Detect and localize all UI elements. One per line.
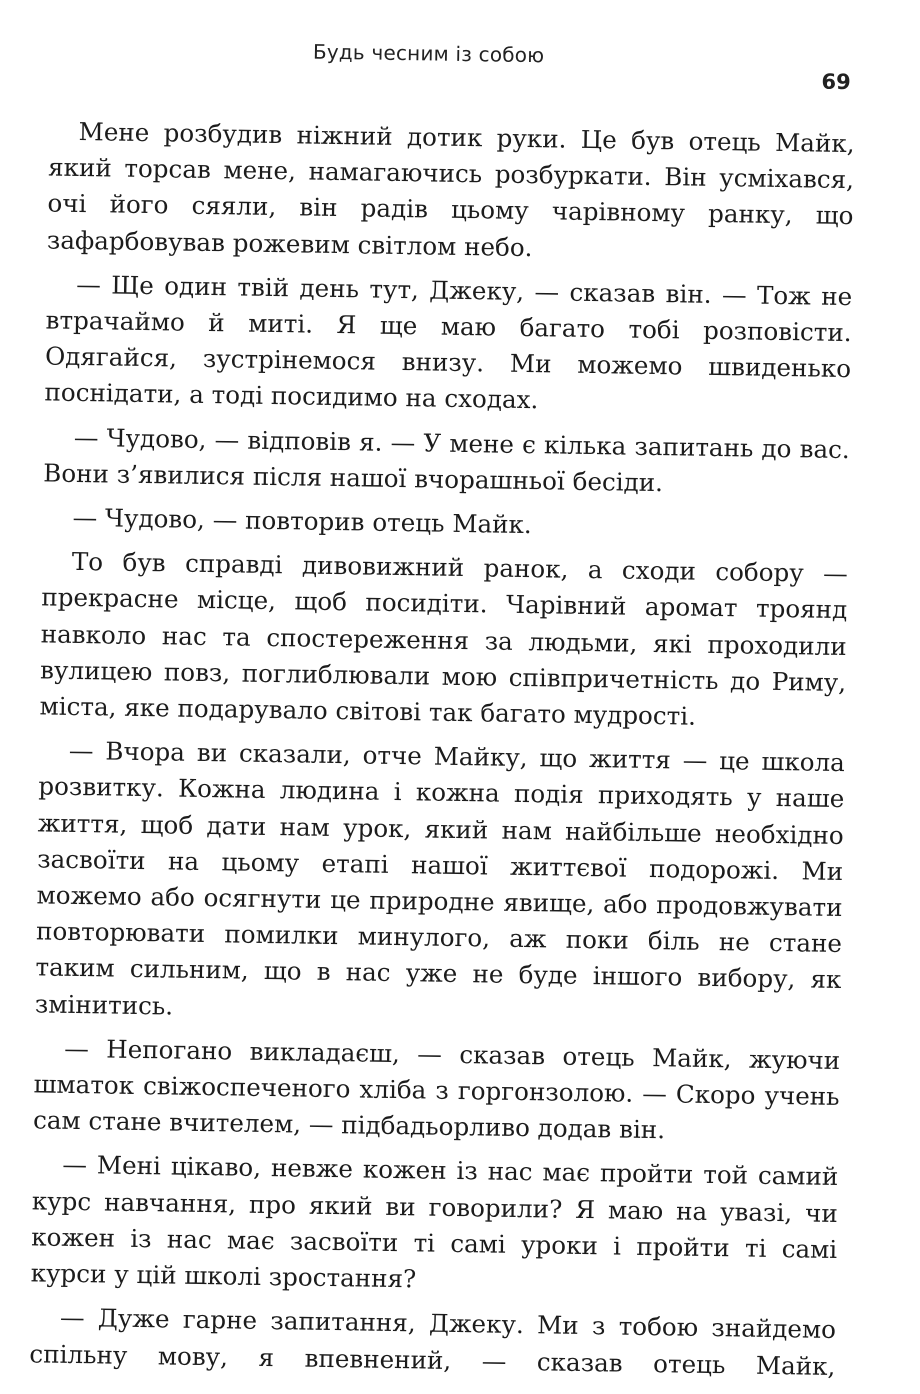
paragraph: — Непогано викладаєш, — сказав отець Майк, жуючи шматок свіжоспеченого хліба з горгонзолою. — Скоро учень сам стане вчителем, — підбадьорливо додав він. [32,1033,841,1145]
paragraph: — Дуже гарне запитання, Джеку. Ми з тобою знайдемо спільну мову, я впевнений, — сказав отець Майк, [29,1303,837,1381]
running-title: Будь чесним із собою [312,39,545,68]
paragraph: — Мені цікаво, невже кожен із нас має пройти той самий курс навчання, про який ви говорили? Я маю на увазі, чи кожен із нас має засвоїти ті самі уроки і пройти ті самі курси у цій школі зростання? [30,1150,839,1294]
paragraph: Мене розбудив ніжний дотик руки. Це був отець Майк, який торсав мене, намагаючись розбуркати. Він усміхався, очі його сяяли, він радів цьому чарівному ранку, що зафарбовував рожевим світлом небо. [46,116,855,262]
paragraph: — Вчора ви сказали, отче Майку, що життя — це школа розвитку. Кожна людина і кожна подія приходять у наше життя, щоб дати нам урок, який нам найбільше необхідно засвоїти на цьому етапі нашої життєвої подорожі. Ми можемо або осягнути це природне явище, або продовжувати повторювати помилки минулого, аж поки біль не стане таким сильним, що в нас уже не буде іншого вибору, як змінитись. [34,736,846,1021]
paragraph: — Чудово, — повторив отець Майк. [72,502,532,540]
paragraph: То був справді дивовижний ранок, а сходи собору — прекрасне місце, щоб посидіти. Чарівний аромат троянд навколо нас та спостереження за людьми, які проходили вулицею повз, поглиблювали мою співпричетність до Риму, міста, яке подарувало світові так багато мудрості. [39,547,849,731]
body-text [29,113,855,1392]
paragraph: — Чудово, — відповів я. — У мене є кілька запитань до вас. Вони з’явилися після нашої вчорашньої бесіди. [43,422,850,497]
page-number: 69 [821,69,851,95]
paragraph: — Ще один твій день тут, Джеку, — сказав він. — Тож не втрачаймо й миті. Я ще маю багато тобі розповісти. Одягайся, зустрінемося внизу. Ми можемо швиденько поснідати, а тоді посидимо на сходах. [44,269,853,415]
